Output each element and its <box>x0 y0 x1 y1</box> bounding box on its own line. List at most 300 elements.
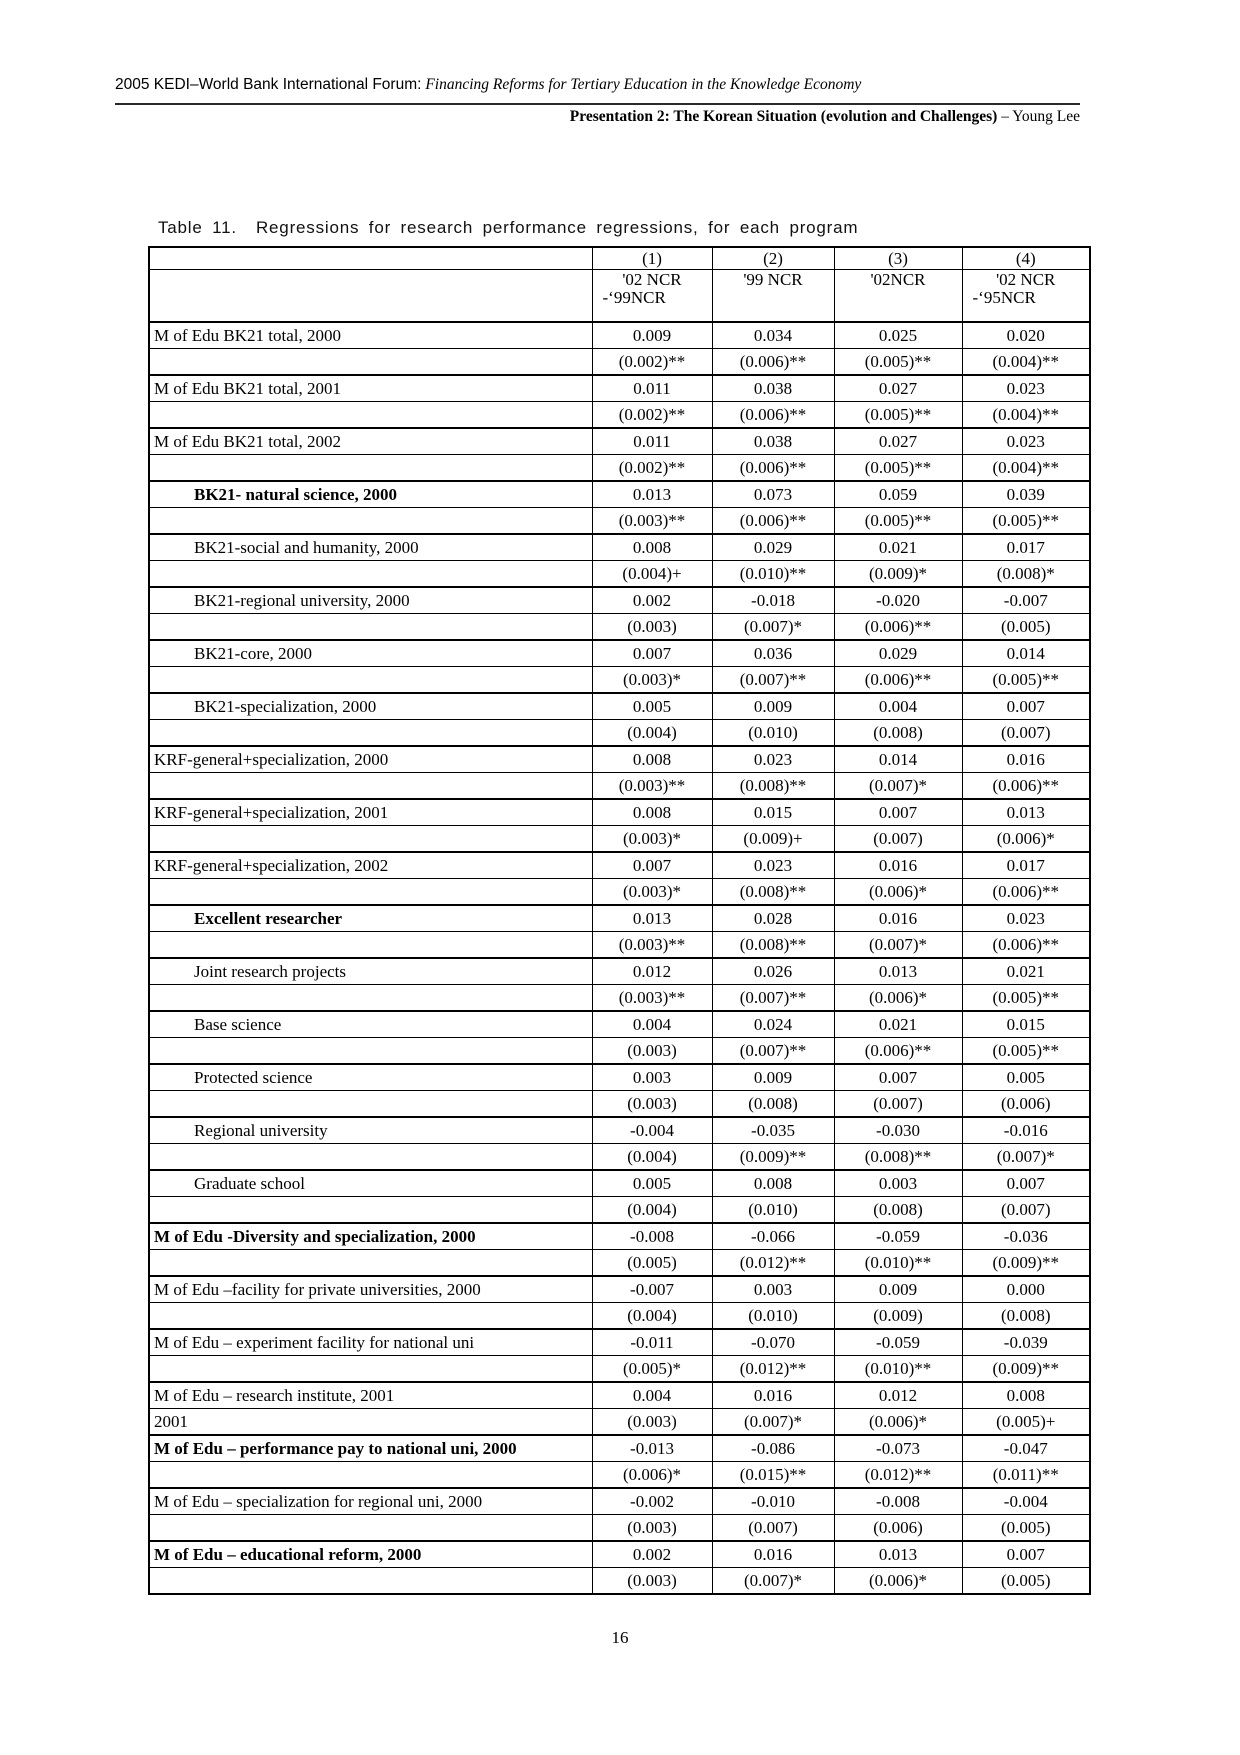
stderror-cell: (0.007)* <box>834 932 962 959</box>
coefficient-cell: -0.004 <box>592 1117 712 1144</box>
stderror-cell: (0.010) <box>712 720 834 747</box>
stderror-cell: (0.003)* <box>592 826 712 853</box>
row-label-continuation <box>149 1197 592 1224</box>
coefficient-cell: 0.008 <box>592 746 712 773</box>
stderror-cell: (0.009) <box>834 1303 962 1330</box>
col-subheader-4 <box>962 270 1090 323</box>
coefficient-cell: 0.017 <box>962 534 1090 561</box>
table-row-coefficient <box>149 322 1090 349</box>
table-row-coefficient <box>149 1011 1090 1038</box>
coefficient-cell: 0.023 <box>962 428 1090 455</box>
stderror-cell: (0.004) <box>592 720 712 747</box>
stderror-cell: (0.003) <box>592 1091 712 1118</box>
coefficient-cell: -0.013 <box>592 1435 712 1462</box>
stderror-cell: (0.004)+ <box>592 561 712 588</box>
coefficient-cell: 0.003 <box>834 1170 962 1197</box>
coefficient-cell: 0.004 <box>592 1011 712 1038</box>
coefficient-cell: -0.008 <box>592 1223 712 1250</box>
stderror-cell: (0.006)** <box>712 349 834 376</box>
col-subheader-1 <box>592 270 712 323</box>
stderror-cell: (0.008) <box>712 1091 834 1118</box>
stderror-cell: (0.003)* <box>592 667 712 694</box>
stderror-cell: (0.010)** <box>834 1356 962 1383</box>
row-label: BK21-social and humanity, 2000 <box>149 534 592 561</box>
coefficient-cell: 0.013 <box>592 481 712 508</box>
table-row-coefficient <box>149 1276 1090 1303</box>
coefficient-cell: 0.029 <box>834 640 962 667</box>
col-subheader-4-line1: '02 NCR <box>996 270 1056 289</box>
stderror-cell: (0.007)* <box>712 614 834 641</box>
stderror-cell: (0.006)* <box>962 826 1090 853</box>
header-row-numbers <box>149 247 1090 270</box>
stderror-cell: (0.006)** <box>962 879 1090 906</box>
row-label-continuation <box>149 508 592 535</box>
stderror-cell: (0.003)** <box>592 985 712 1012</box>
coefficient-cell: -0.059 <box>834 1223 962 1250</box>
table-row-coefficient <box>149 1382 1090 1409</box>
row-label: Base science <box>149 1011 592 1038</box>
table-row-coefficient <box>149 1223 1090 1250</box>
row-label: KRF-general+specialization, 2001 <box>149 799 592 826</box>
coefficient-cell: 0.004 <box>592 1382 712 1409</box>
stderror-cell: (0.005) <box>962 1568 1090 1595</box>
row-label-continuation <box>149 1303 592 1330</box>
table-row-stderror <box>149 1356 1090 1383</box>
coefficient-cell: -0.066 <box>712 1223 834 1250</box>
row-label-continuation <box>149 932 592 959</box>
forum-title-line <box>115 76 1080 94</box>
table-row-stderror <box>149 1197 1090 1224</box>
stderror-cell: (0.007)* <box>962 1144 1090 1171</box>
coefficient-cell: -0.086 <box>712 1435 834 1462</box>
coefficient-cell: 0.015 <box>712 799 834 826</box>
coefficient-cell: 0.034 <box>712 322 834 349</box>
stderror-cell: (0.005) <box>962 1515 1090 1542</box>
coefficient-cell: 0.013 <box>592 905 712 932</box>
stderror-cell: (0.008)* <box>962 561 1090 588</box>
stderror-cell: (0.008) <box>834 720 962 747</box>
stderror-cell: (0.015)** <box>712 1462 834 1489</box>
coefficient-cell: 0.007 <box>834 1064 962 1091</box>
table-row-coefficient <box>149 428 1090 455</box>
stderror-cell: (0.005) <box>962 614 1090 641</box>
coefficient-cell: -0.036 <box>962 1223 1090 1250</box>
stderror-cell: (0.007)** <box>712 1038 834 1065</box>
coefficient-cell: 0.021 <box>834 1011 962 1038</box>
stderror-cell: (0.010) <box>712 1197 834 1224</box>
table-row-coefficient <box>149 1435 1090 1462</box>
stderror-cell: (0.006)** <box>834 667 962 694</box>
row-label-continuation <box>149 1250 592 1277</box>
table-row-coefficient <box>149 1170 1090 1197</box>
coefficient-cell: 0.005 <box>962 1064 1090 1091</box>
coefficient-cell: 0.008 <box>962 1382 1090 1409</box>
row-label-continuation <box>149 985 592 1012</box>
stderror-cell: (0.012)** <box>712 1356 834 1383</box>
stderror-cell: (0.012)** <box>712 1250 834 1277</box>
stderror-cell: (0.010) <box>712 1303 834 1330</box>
coefficient-cell: 0.021 <box>962 958 1090 985</box>
coefficient-cell: 0.007 <box>962 693 1090 720</box>
stderror-cell: (0.008)** <box>712 932 834 959</box>
coefficient-cell: 0.014 <box>834 746 962 773</box>
coefficient-cell: 0.017 <box>962 852 1090 879</box>
table-row-stderror <box>149 1303 1090 1330</box>
table-row-coefficient <box>149 481 1090 508</box>
col-subheader-4-line2: -‘95NCR <box>972 287 1036 307</box>
coefficient-cell: -0.010 <box>712 1488 834 1515</box>
coefficient-cell: 0.007 <box>592 852 712 879</box>
row-label: M of Edu – performance pay to national uni, 2000 <box>149 1435 592 1462</box>
stderror-cell: (0.005)** <box>834 508 962 535</box>
table-row-coefficient <box>149 852 1090 879</box>
col-header-3: (3) <box>834 247 962 270</box>
coefficient-cell: 0.024 <box>712 1011 834 1038</box>
row-label: M of Edu – specialization for regional uni, 2000 <box>149 1488 592 1515</box>
stderror-cell: (0.007)** <box>712 985 834 1012</box>
coefficient-cell: 0.023 <box>962 375 1090 402</box>
coefficient-cell: 0.004 <box>834 693 962 720</box>
table-row-coefficient <box>149 534 1090 561</box>
coefficient-cell: 0.038 <box>712 375 834 402</box>
coefficient-cell: 0.016 <box>834 852 962 879</box>
col-subheader-1-line1: '02 NCR <box>622 270 682 289</box>
coefficient-cell: 0.011 <box>592 375 712 402</box>
row-label-continuation <box>149 667 592 694</box>
regression-table <box>148 246 1091 1595</box>
coefficient-cell: 0.023 <box>962 905 1090 932</box>
coefficient-cell: 0.073 <box>712 481 834 508</box>
row-label-continuation <box>149 349 592 376</box>
corner-cell-2 <box>149 270 592 323</box>
table-row-coefficient <box>149 905 1090 932</box>
header-divider <box>115 102 1080 105</box>
table-row-stderror <box>149 1515 1090 1542</box>
coefficient-cell: 0.002 <box>592 1541 712 1568</box>
coefficient-cell: 0.009 <box>834 1276 962 1303</box>
table-row-stderror <box>149 1250 1090 1277</box>
stderror-cell: (0.005)** <box>834 402 962 429</box>
page-number: 16 <box>611 1628 629 1647</box>
row-label-continuation <box>149 720 592 747</box>
stderror-cell: (0.004) <box>592 1303 712 1330</box>
coefficient-cell: 0.002 <box>592 587 712 614</box>
stderror-cell: (0.003)** <box>592 932 712 959</box>
stderror-cell: (0.002)** <box>592 349 712 376</box>
table-row-coefficient <box>149 958 1090 985</box>
coefficient-cell: 0.029 <box>712 534 834 561</box>
stderror-cell: (0.009)** <box>712 1144 834 1171</box>
coefficient-cell: 0.014 <box>962 640 1090 667</box>
table-row-coefficient <box>149 1329 1090 1356</box>
coefficient-cell: 0.038 <box>712 428 834 455</box>
stderror-cell: (0.008)** <box>712 773 834 800</box>
stderror-cell: (0.006)** <box>712 508 834 535</box>
stderror-cell: (0.005)** <box>962 667 1090 694</box>
stderror-cell: (0.007)* <box>712 1409 834 1436</box>
row-label: M of Edu – educational reform, 2000 <box>149 1541 592 1568</box>
coefficient-cell: 0.059 <box>834 481 962 508</box>
table-row-coefficient <box>149 799 1090 826</box>
coefficient-cell: 0.027 <box>834 375 962 402</box>
coefficient-cell: 0.012 <box>834 1382 962 1409</box>
coefficient-cell: 0.008 <box>712 1170 834 1197</box>
coefficient-cell: 0.026 <box>712 958 834 985</box>
row-label-continuation <box>149 1038 592 1065</box>
table-row-stderror <box>149 561 1090 588</box>
stderror-cell: (0.007)* <box>712 1568 834 1595</box>
coefficient-cell: -0.004 <box>962 1488 1090 1515</box>
stderror-cell: (0.005)+ <box>962 1409 1090 1436</box>
row-label: M of Edu –facility for private universities, 2000 <box>149 1276 592 1303</box>
row-label: M of Edu BK21 total, 2001 <box>149 375 592 402</box>
coefficient-cell: -0.073 <box>834 1435 962 1462</box>
coefficient-cell: -0.047 <box>962 1435 1090 1462</box>
coefficient-cell: 0.025 <box>834 322 962 349</box>
stderror-cell: (0.011)** <box>962 1462 1090 1489</box>
coefficient-cell: -0.007 <box>592 1276 712 1303</box>
table-row-stderror <box>149 1038 1090 1065</box>
table-row-coefficient <box>149 587 1090 614</box>
table-row-stderror <box>149 349 1090 376</box>
stderror-cell: (0.009)* <box>834 561 962 588</box>
coefficient-cell: -0.018 <box>712 587 834 614</box>
row-label: BK21-regional university, 2000 <box>149 587 592 614</box>
coefficient-cell: 0.023 <box>712 746 834 773</box>
stderror-cell: (0.003) <box>592 1038 712 1065</box>
table-row-stderror <box>149 1409 1090 1436</box>
col-subheader-3 <box>834 270 962 323</box>
table-row-coefficient <box>149 1117 1090 1144</box>
table-row-coefficient <box>149 1541 1090 1568</box>
stderror-cell: (0.007)** <box>712 667 834 694</box>
table-row-stderror <box>149 1144 1090 1171</box>
coefficient-cell: 0.009 <box>712 693 834 720</box>
coefficient-cell: 0.011 <box>592 428 712 455</box>
table-row-stderror <box>149 614 1090 641</box>
stderror-cell: (0.003)** <box>592 773 712 800</box>
coefficient-cell: -0.016 <box>962 1117 1090 1144</box>
stderror-cell: (0.008) <box>962 1303 1090 1330</box>
row-label: M of Edu – research institute, 2001 <box>149 1382 592 1409</box>
table-row-stderror <box>149 1091 1090 1118</box>
col-subheader-1-line2: -‘99NCR <box>602 287 666 307</box>
col-header-2: (2) <box>712 247 834 270</box>
table-row-stderror <box>149 985 1090 1012</box>
coefficient-cell: 0.003 <box>592 1064 712 1091</box>
row-label-continuation: 2001 <box>149 1409 592 1436</box>
coefficient-cell: 0.012 <box>592 958 712 985</box>
coefficient-cell: -0.030 <box>834 1117 962 1144</box>
stderror-cell: (0.007) <box>962 1197 1090 1224</box>
row-label: BK21- natural science, 2000 <box>149 481 592 508</box>
stderror-cell: (0.009)+ <box>712 826 834 853</box>
stderror-cell: (0.004)** <box>962 349 1090 376</box>
stderror-cell: (0.006)* <box>834 985 962 1012</box>
row-label: M of Edu BK21 total, 2000 <box>149 322 592 349</box>
table-row-stderror <box>149 455 1090 482</box>
stderror-cell: (0.004)** <box>962 455 1090 482</box>
table-row-coefficient <box>149 1064 1090 1091</box>
row-label: M of Edu – experiment facility for national uni <box>149 1329 592 1356</box>
row-label: Protected science <box>149 1064 592 1091</box>
table-row-stderror <box>149 667 1090 694</box>
stderror-cell: (0.005)** <box>834 455 962 482</box>
coefficient-cell: 0.005 <box>592 693 712 720</box>
stderror-cell: (0.002)** <box>592 402 712 429</box>
row-label-continuation <box>149 826 592 853</box>
coefficient-cell: -0.035 <box>712 1117 834 1144</box>
col-header-1: (1) <box>592 247 712 270</box>
stderror-cell: (0.003) <box>592 1409 712 1436</box>
coefficient-cell: 0.016 <box>712 1382 834 1409</box>
row-label-continuation <box>149 455 592 482</box>
stderror-cell: (0.006)** <box>834 1038 962 1065</box>
row-label-continuation <box>149 402 592 429</box>
stderror-cell: (0.009)** <box>962 1356 1090 1383</box>
row-label: M of Edu -Diversity and specialization, 2000 <box>149 1223 592 1250</box>
table-row-stderror <box>149 508 1090 535</box>
stderror-cell: (0.005)** <box>834 349 962 376</box>
row-label: Regional university <box>149 1117 592 1144</box>
table-row-stderror <box>149 1568 1090 1595</box>
coefficient-cell: 0.013 <box>834 958 962 985</box>
table-row-stderror <box>149 720 1090 747</box>
coefficient-cell: 0.008 <box>592 799 712 826</box>
row-label-continuation <box>149 614 592 641</box>
coefficient-cell: 0.036 <box>712 640 834 667</box>
table-row-coefficient <box>149 375 1090 402</box>
col-subheader-2-line1: '99 NCR <box>743 270 803 289</box>
stderror-cell: (0.006)** <box>712 455 834 482</box>
row-label: Joint research projects <box>149 958 592 985</box>
table-row-coefficient <box>149 693 1090 720</box>
table-row-coefficient <box>149 640 1090 667</box>
coefficient-cell: -0.039 <box>962 1329 1090 1356</box>
coefficient-cell: 0.016 <box>962 746 1090 773</box>
row-label-continuation <box>149 561 592 588</box>
presentation-author: – Young Lee <box>997 108 1080 125</box>
coefficient-cell: 0.005 <box>592 1170 712 1197</box>
stderror-cell: (0.008)** <box>834 1144 962 1171</box>
table-row-stderror <box>149 1462 1090 1489</box>
stderror-cell: (0.008) <box>834 1197 962 1224</box>
coefficient-cell: 0.007 <box>962 1541 1090 1568</box>
stderror-cell: (0.004)** <box>962 402 1090 429</box>
row-label-continuation <box>149 1091 592 1118</box>
table-row-stderror <box>149 826 1090 853</box>
table-title: Table 11. Regressions for research performance regressions, for each program <box>158 218 859 237</box>
coefficient-cell: 0.028 <box>712 905 834 932</box>
table-row-stderror <box>149 773 1090 800</box>
row-label: BK21-core, 2000 <box>149 640 592 667</box>
row-label: M of Edu BK21 total, 2002 <box>149 428 592 455</box>
coefficient-cell: -0.007 <box>962 587 1090 614</box>
presentation-title: Presentation 2: The Korean Situation (evolution and Challenges) <box>569 108 998 125</box>
stderror-cell: (0.007) <box>712 1515 834 1542</box>
presentation-line <box>115 108 1080 126</box>
forum-subtitle: Financing Reforms for Tertiary Education in the Knowledge Economy <box>421 76 862 93</box>
coefficient-cell: -0.002 <box>592 1488 712 1515</box>
stderror-cell: (0.007) <box>834 826 962 853</box>
table-row-coefficient <box>149 746 1090 773</box>
stderror-cell: (0.006)* <box>834 1409 962 1436</box>
stderror-cell: (0.003) <box>592 614 712 641</box>
stderror-cell: (0.006)* <box>834 1568 962 1595</box>
stderror-cell: (0.003)** <box>592 508 712 535</box>
coefficient-cell: 0.007 <box>834 799 962 826</box>
document-header <box>115 76 1080 126</box>
coefficient-cell: 0.008 <box>592 534 712 561</box>
coefficient-cell: 0.009 <box>592 322 712 349</box>
coefficient-cell: 0.013 <box>834 1541 962 1568</box>
coefficient-cell: 0.016 <box>834 905 962 932</box>
stderror-cell: (0.010)** <box>712 561 834 588</box>
stderror-cell: (0.009)** <box>962 1250 1090 1277</box>
header-row-measures <box>149 270 1090 323</box>
stderror-cell: (0.006)* <box>592 1462 712 1489</box>
table-row-stderror <box>149 932 1090 959</box>
row-label: Graduate school <box>149 1170 592 1197</box>
stderror-cell: (0.006)** <box>962 932 1090 959</box>
stderror-cell: (0.012)** <box>834 1462 962 1489</box>
stderror-cell: (0.004) <box>592 1197 712 1224</box>
col-subheader-2 <box>712 270 834 323</box>
stderror-cell: (0.008)** <box>712 879 834 906</box>
stderror-cell: (0.005)** <box>962 985 1090 1012</box>
coefficient-cell: -0.008 <box>834 1488 962 1515</box>
stderror-cell: (0.006)** <box>834 614 962 641</box>
row-label-continuation <box>149 773 592 800</box>
coefficient-cell: 0.013 <box>962 799 1090 826</box>
stderror-cell: (0.002)** <box>592 455 712 482</box>
stderror-cell: (0.007) <box>834 1091 962 1118</box>
row-label-continuation <box>149 1515 592 1542</box>
coefficient-cell: -0.070 <box>712 1329 834 1356</box>
row-label-continuation <box>149 1462 592 1489</box>
stderror-cell: (0.006)** <box>962 773 1090 800</box>
stderror-cell: (0.007) <box>962 720 1090 747</box>
coefficient-cell: -0.059 <box>834 1329 962 1356</box>
row-label-continuation <box>149 1568 592 1595</box>
coefficient-cell: 0.003 <box>712 1276 834 1303</box>
coefficient-cell: 0.021 <box>834 534 962 561</box>
coefficient-cell: -0.011 <box>592 1329 712 1356</box>
stderror-cell: (0.003) <box>592 1515 712 1542</box>
stderror-cell: (0.006)* <box>834 879 962 906</box>
coefficient-cell: 0.009 <box>712 1064 834 1091</box>
stderror-cell: (0.005) <box>592 1250 712 1277</box>
coefficient-cell: 0.015 <box>962 1011 1090 1038</box>
row-label: BK21-specialization, 2000 <box>149 693 592 720</box>
stderror-cell: (0.003) <box>592 1568 712 1595</box>
stderror-cell: (0.005)* <box>592 1356 712 1383</box>
stderror-cell: (0.007)* <box>834 773 962 800</box>
corner-cell <box>149 247 592 270</box>
stderror-cell: (0.006) <box>834 1515 962 1542</box>
coefficient-cell: 0.020 <box>962 322 1090 349</box>
col-header-4: (4) <box>962 247 1090 270</box>
coefficient-cell: 0.007 <box>962 1170 1090 1197</box>
coefficient-cell: 0.039 <box>962 481 1090 508</box>
stderror-cell: (0.006)** <box>712 402 834 429</box>
coefficient-cell: 0.023 <box>712 852 834 879</box>
forum-title: 2005 KEDI–World Bank International Forum: <box>115 76 422 93</box>
row-label-continuation <box>149 879 592 906</box>
stderror-cell: (0.006) <box>962 1091 1090 1118</box>
row-label: Excellent researcher <box>149 905 592 932</box>
table-row-stderror <box>149 402 1090 429</box>
